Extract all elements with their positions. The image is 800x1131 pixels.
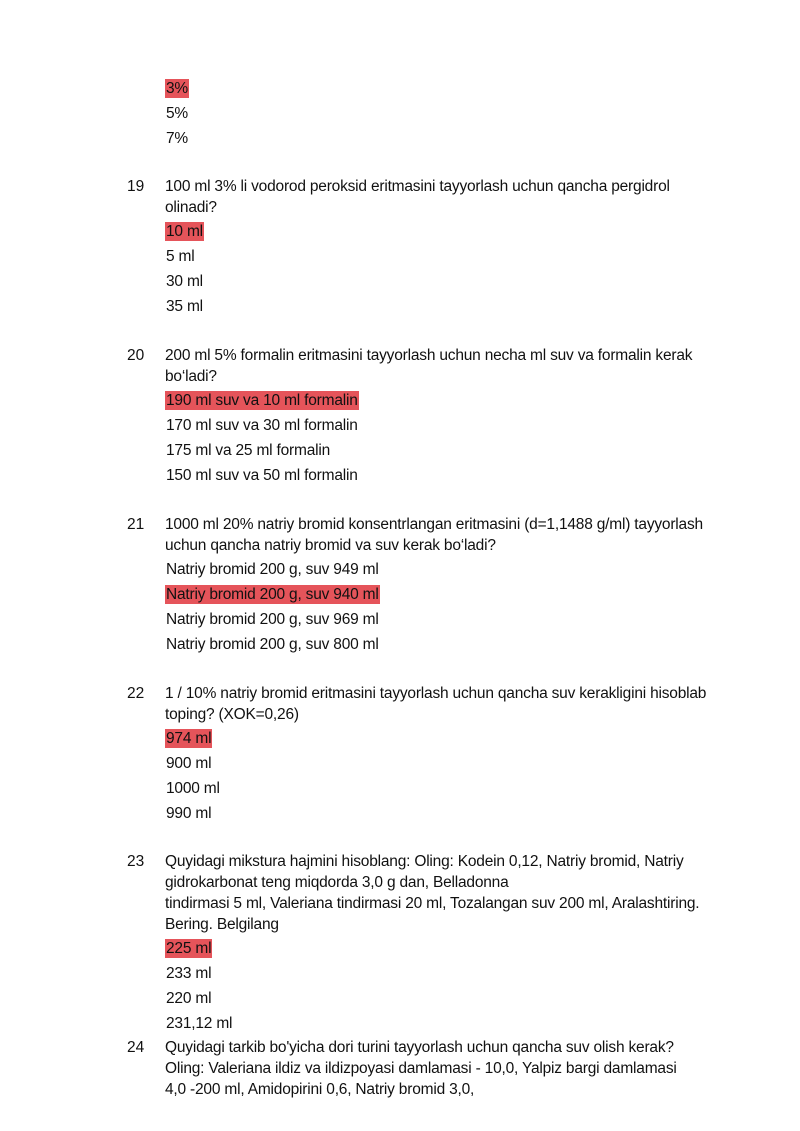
question-text: 100 ml 3% li vodorod peroksid eritmasini tayyorlash uchun qancha pergidrol olinadi?: [165, 178, 670, 216]
leading-options: [165, 76, 189, 151]
answer-option: 220 ml: [166, 990, 212, 1007]
answer-option: 7%: [166, 130, 189, 147]
answer-option: 231,12 ml: [166, 1015, 233, 1032]
answer-option: 900 ml: [166, 755, 212, 772]
question-text: Quyidagi mikstura hajmini hisoblang: Oling: Kodein 0,12, Natriy bromid, Natriy gidrokarbonat teng miqdorda 3,0 g dan, Belladonna tindirmasi 5 ml, Valeriana tindirmasi 20 ml, Tozalangan suv 200 ml, Aralashtiring. Bering. Belgilang: [165, 853, 700, 933]
question-text: Quyidagi tarkib bo'yicha dori turini tayyorlash uchun qancha suv olish kerak? Oling: Valeriana ildiz va ildizpoyasi damlamasi - 10,0, Yalpiz bargi damlamasi 4,0 -200 ml, Amidopirini 0,6, Natriy bromid 3,0,: [165, 1039, 677, 1098]
answer-option: Natriy bromid 200 g, suv 949 ml: [166, 561, 379, 578]
answer-option: 175 ml va 25 ml formalin: [166, 442, 331, 459]
question-number: 19: [127, 178, 145, 195]
question-text: 200 ml 5% formalin eritmasini tayyorlash uchun necha ml suv va formalin kerak bo‘ladi?: [165, 347, 693, 385]
question-number: 23: [127, 853, 145, 870]
answer-option-correct: 974 ml: [166, 730, 212, 747]
answer-option-correct: Natriy bromid 200 g, suv 940 ml: [166, 586, 379, 603]
answer-option: 30 ml: [166, 273, 203, 290]
answer-option: 233 ml: [166, 965, 212, 982]
question-number: 22: [127, 685, 145, 702]
answer-option: 35 ml: [166, 298, 203, 315]
question-text: 1 / 10% natriy bromid eritmasini tayyorlash uchun qancha suv kerakligini hisoblab toping? (XOK=0,26): [165, 685, 707, 723]
question-text: 1000 ml 20% natriy bromid konsentrlangan eritmasini (d=1,1488 g/ml) tayyorlash uchun qancha natriy bromid va suv kerak bo‘ladi?: [165, 516, 703, 554]
answer-option: 990 ml: [166, 805, 212, 822]
answer-option-correct: 3%: [166, 80, 189, 97]
answer-option-correct: 190 ml suv va 10 ml formalin: [166, 392, 358, 409]
answer-option: 1000 ml: [166, 780, 220, 797]
question-number: 24: [127, 1039, 145, 1056]
question-number: 21: [127, 516, 145, 533]
answer-option: 170 ml suv va 30 ml formalin: [166, 417, 358, 434]
answer-option-correct: 225 ml: [166, 940, 212, 957]
question-number: 20: [127, 347, 145, 364]
answer-option: 150 ml suv va 50 ml formalin: [166, 467, 358, 484]
answer-option-correct: 10 ml: [166, 223, 203, 240]
answer-option: Natriy bromid 200 g, suv 800 ml: [166, 636, 379, 653]
answer-option: Natriy bromid 200 g, suv 969 ml: [166, 611, 379, 628]
answer-option: 5 ml: [166, 248, 195, 265]
answer-option: 5%: [166, 105, 189, 122]
